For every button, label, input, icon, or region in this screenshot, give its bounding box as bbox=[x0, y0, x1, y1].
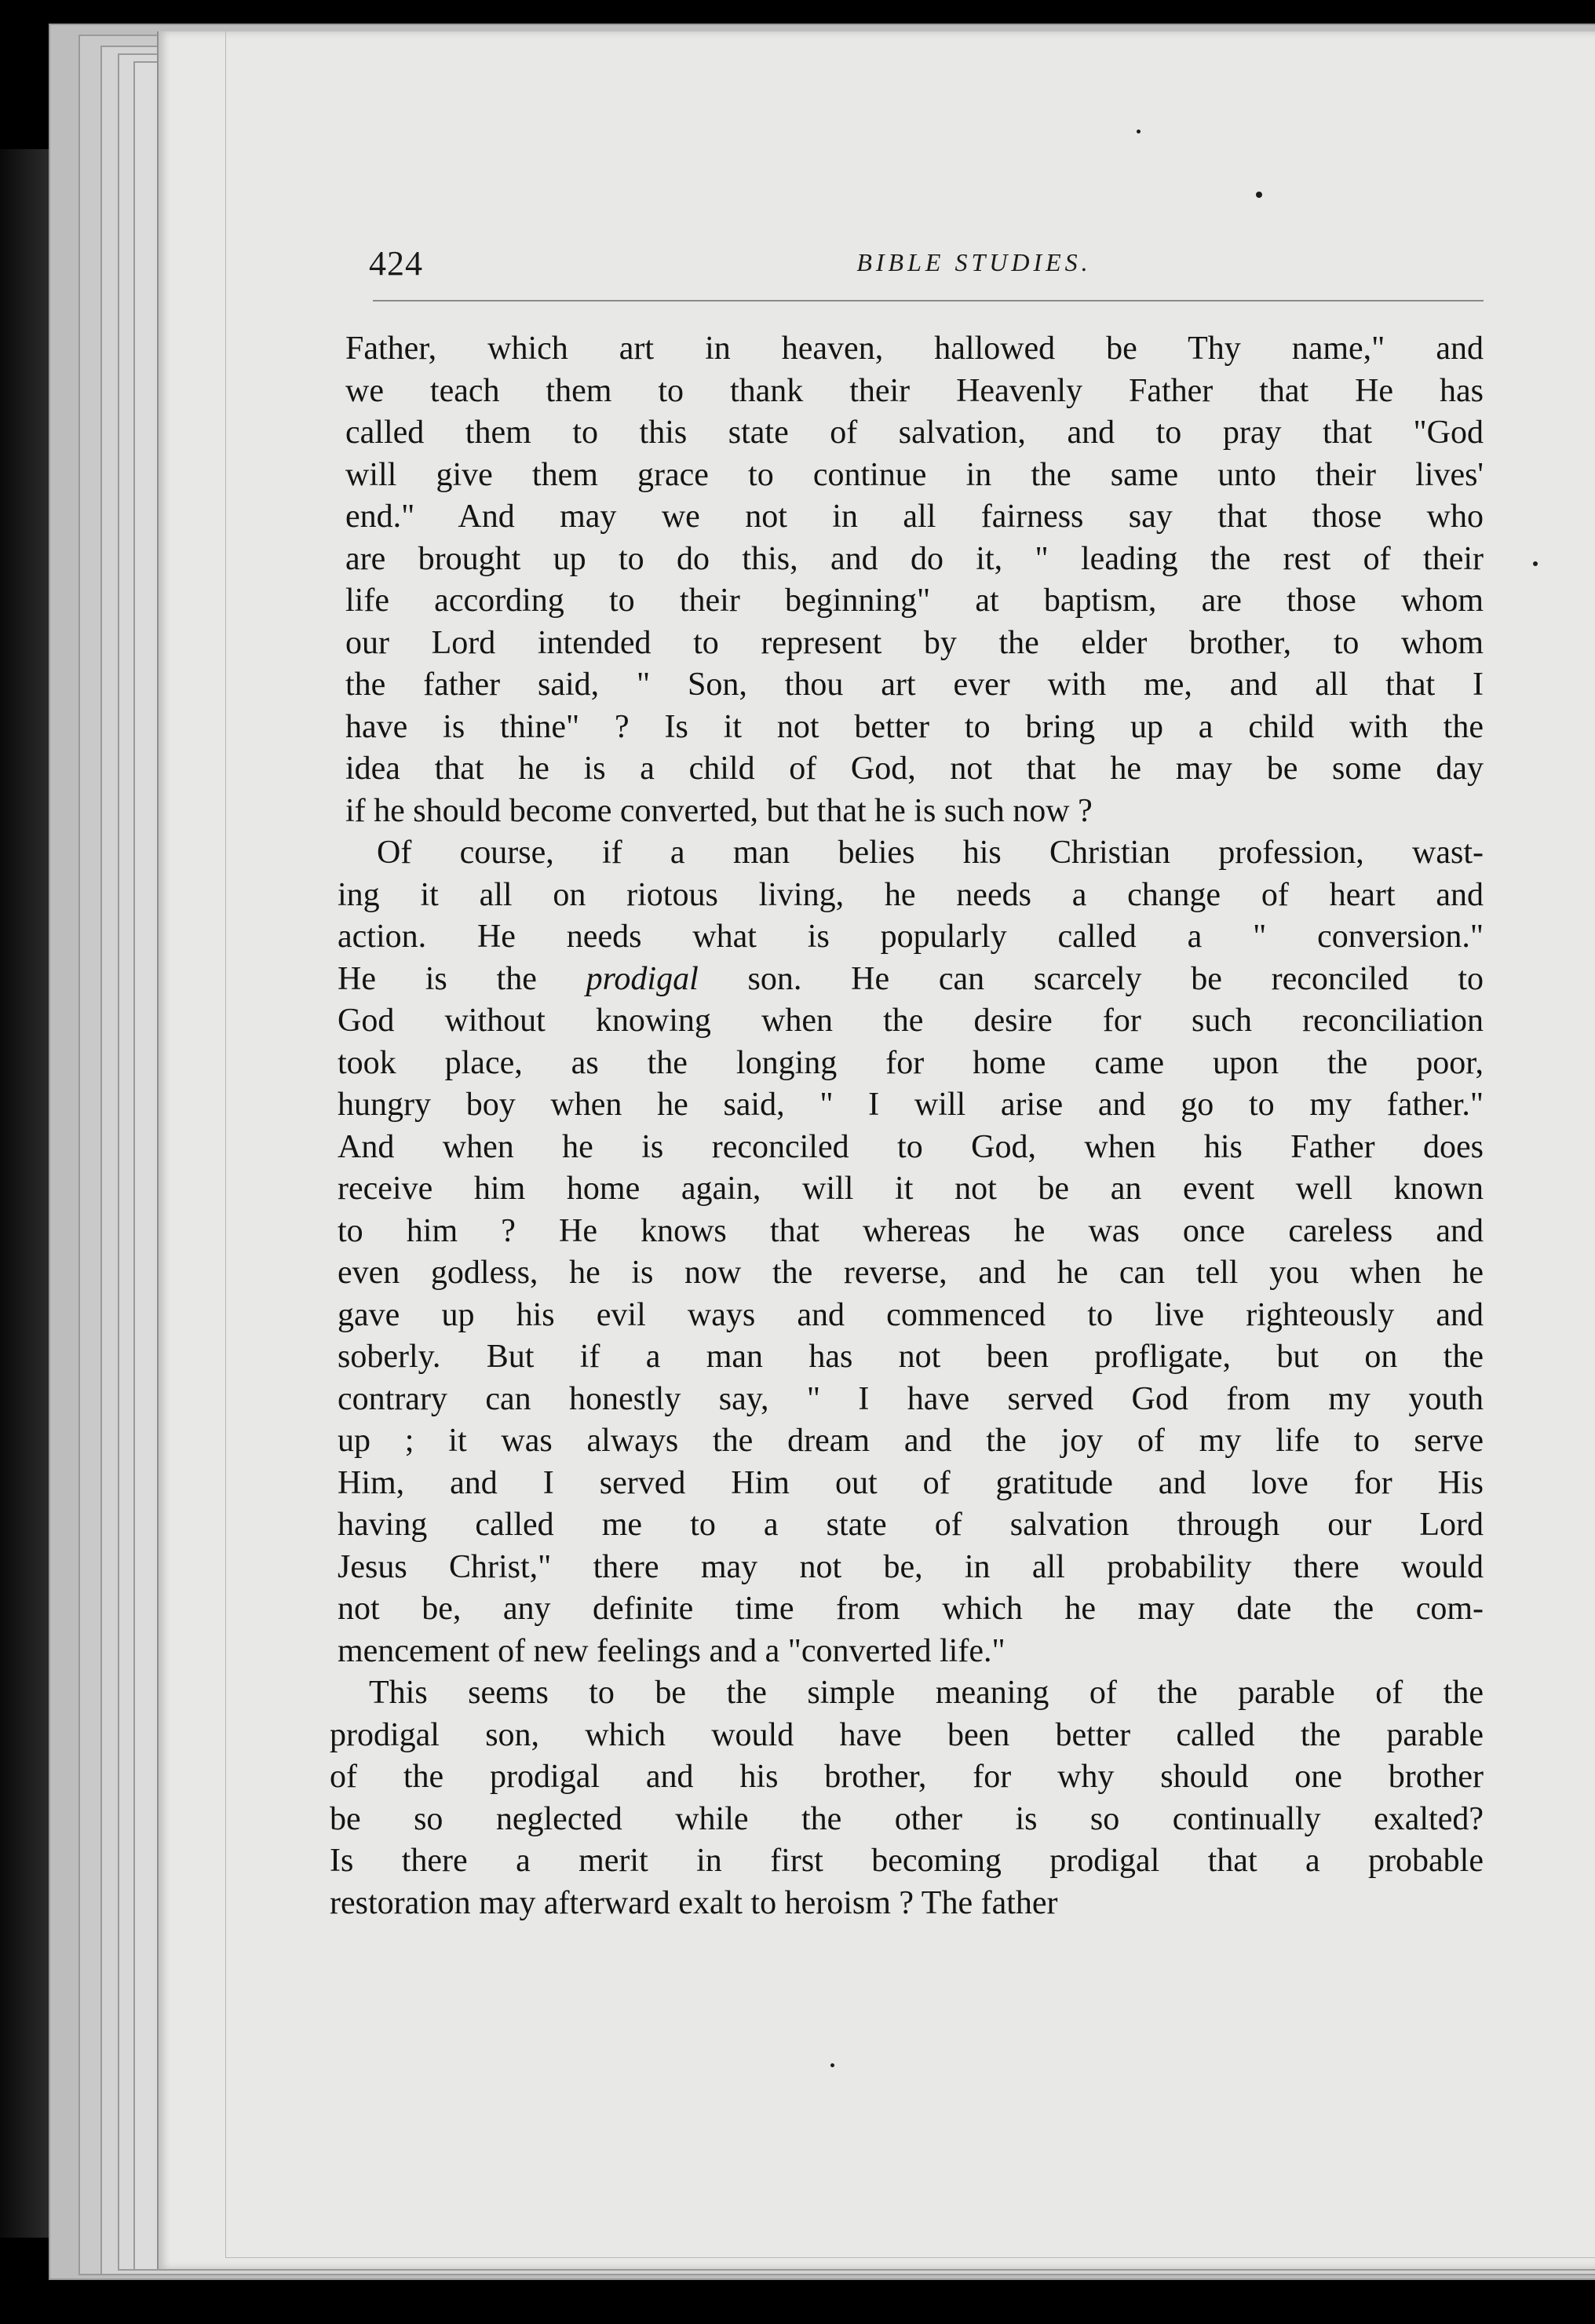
text-line: mencement of new feelings and a "converted life." bbox=[338, 1632, 1006, 1669]
text-line: restoration may afterward exalt to heroism ? The father bbox=[330, 1884, 1058, 1921]
text-line: contrary can honestly say, " I have served God from my youth bbox=[338, 1380, 1484, 1417]
text-line: having called me to a state of salvation through our Lord bbox=[338, 1507, 1484, 1543]
scan-speck bbox=[1256, 192, 1262, 198]
text-line: our Lord intended to represent by the elder brother, to whom bbox=[345, 624, 1484, 661]
text-line: end." And may we not in all fairness say that those who bbox=[345, 499, 1484, 535]
text-line: of the prodigal and his brother, for why should one brother bbox=[330, 1759, 1484, 1795]
text-line: Father, which art in heaven, hallowed be Thy name," and bbox=[345, 331, 1484, 367]
text-line: gave up his evil ways and commenced to live righteously and bbox=[338, 1296, 1484, 1333]
text-line: not be, any definite time from which he may date the com- bbox=[338, 1591, 1484, 1627]
text-line: life according to their beginning" at baptism, are those whom bbox=[345, 583, 1484, 619]
text-line: Is there a merit in first becoming prodigal that a probable bbox=[330, 1843, 1484, 1879]
text-line: Jesus Christ," there may not be, in all probability there would bbox=[338, 1548, 1484, 1585]
text-line: if he should become converted, but that he is such now ? bbox=[345, 792, 1093, 829]
text-line: ing it all on riotous living, he needs a change of heart and bbox=[338, 876, 1484, 913]
text-line: will give them grace to continue in the same unto their lives' bbox=[345, 456, 1484, 493]
text-line: called them to this state of salvation, and to pray that "God bbox=[345, 415, 1484, 451]
text-line: to him ? He knows that whereas he was once careless and bbox=[338, 1212, 1484, 1249]
paragraph-2 bbox=[338, 832, 1484, 1672]
text-line: Him, and I served Him out of gratitude and love for His bbox=[338, 1464, 1484, 1501]
running-head bbox=[369, 243, 1485, 298]
scan-speck bbox=[1137, 130, 1141, 133]
text-line: And when he is reconciled to God, when his Father does bbox=[338, 1128, 1484, 1165]
text-line: action. He needs what is popularly called a " conversion." bbox=[338, 919, 1484, 955]
text-line: Of course, if a man belies his Christian profession, wast- bbox=[377, 835, 1484, 871]
page-number: 424 bbox=[369, 244, 423, 283]
text-line: are brought up to do this, and do it, " leading the rest of their bbox=[345, 540, 1484, 577]
text-line: prodigal son, which would have been better called the parable bbox=[330, 1716, 1484, 1753]
text-line: God without knowing when the desire for such reconciliation bbox=[338, 1003, 1484, 1039]
scan-speck bbox=[830, 2063, 834, 2067]
text-line: receive him home again, will it not be an event well known bbox=[338, 1171, 1484, 1207]
text-line: took place, as the longing for home came upon the poor, bbox=[338, 1044, 1484, 1081]
text-line: soberly. But if a man has not been profligate, but on the bbox=[338, 1339, 1484, 1375]
paragraph-1 bbox=[345, 328, 1484, 832]
text-line: the father said, " Son, thou art ever with me, and all that I bbox=[345, 667, 1484, 703]
text-line: up ; it was always the dream and the joy of my life to serve bbox=[338, 1423, 1484, 1459]
text-line: idea that he is a child of God, not that he may be some day bbox=[345, 751, 1484, 787]
text-line: have is thine" ? Is it not better to bring up a child with the bbox=[345, 708, 1484, 745]
header-rule bbox=[373, 300, 1484, 301]
text-line: hungry boy when he said, " I will arise and go to my father." bbox=[338, 1087, 1484, 1123]
text-line: He is the prodigal son. He can scarcely be reconciled to bbox=[338, 960, 1484, 997]
text-line: This seems to be the simple meaning of the parable of the bbox=[369, 1675, 1484, 1711]
text-line: we teach them to thank their Heavenly Father that He has bbox=[345, 372, 1484, 409]
running-title: BIBLE STUDIES. bbox=[856, 248, 1092, 276]
scan-speck bbox=[1533, 561, 1538, 566]
body-text bbox=[330, 328, 1484, 1924]
text-line: even godless, he is now the reverse, and he can tell you when he bbox=[338, 1255, 1484, 1291]
text-line: be so neglected while the other is so continually exalted? bbox=[330, 1800, 1484, 1837]
paragraph-3 bbox=[330, 1672, 1484, 1924]
